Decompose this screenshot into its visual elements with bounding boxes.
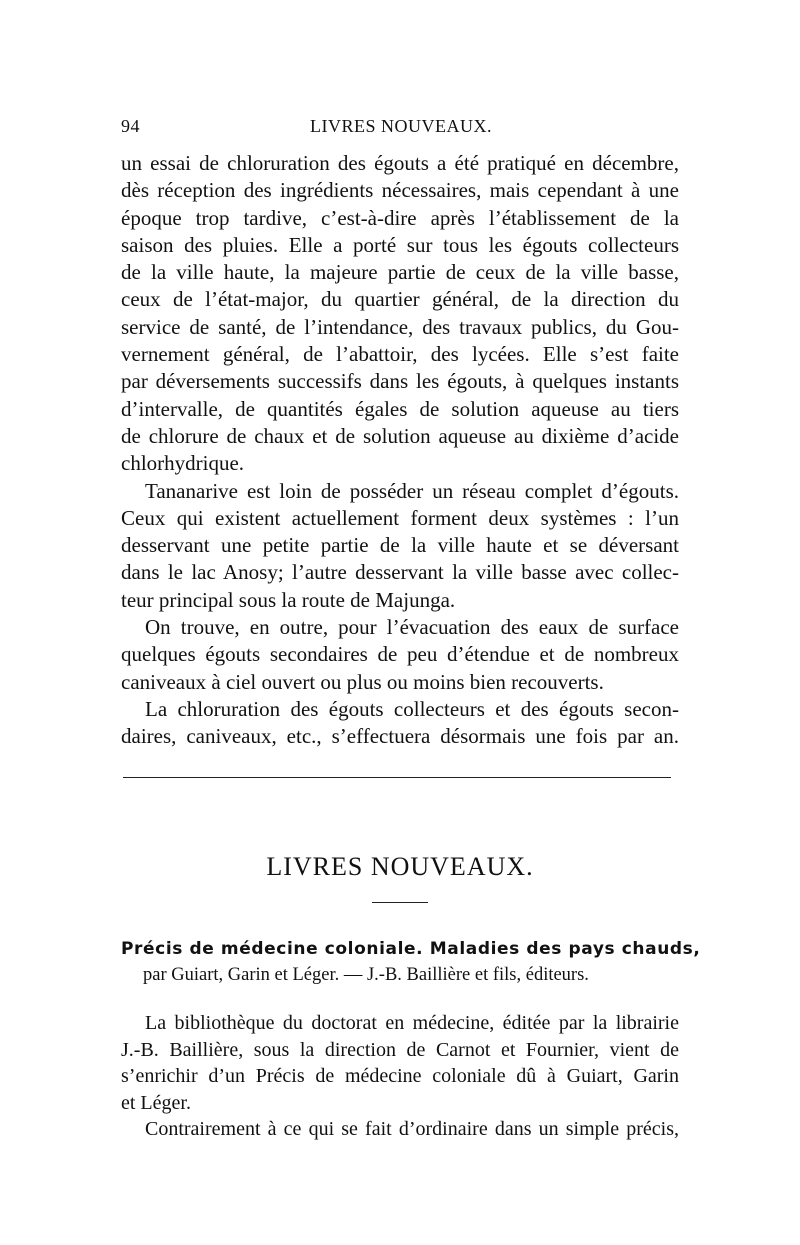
text-line: par déversements successifs dans les égouts, à quelques instants	[121, 369, 679, 394]
text-line: quelques égouts secondaires de peu d’étendue et de nombreux	[121, 642, 679, 667]
text-line: dans le lac Anosy; l’autre desservant la ville basse avec collec-	[121, 560, 679, 585]
text-line: teur principal sous la route de Majunga.	[121, 587, 456, 612]
text-line: un essai de chloruration des égouts a été pratiqué en décembre,	[121, 151, 679, 175]
text-line: de la ville haute, la majeure partie de ceux de la ville basse,	[121, 260, 679, 285]
running-title: LIVRES NOUVEAUX.	[310, 116, 492, 136]
book-authors: par Guiart, Garin et Léger. — J.-B. Baillière et fils, éditeurs.	[143, 965, 589, 985]
running-header	[121, 116, 681, 142]
text-line: La bibliothèque du doctorat en médecine, éditée par la librairie	[145, 1012, 679, 1034]
page-number: 94	[121, 116, 140, 136]
title-underline	[372, 902, 428, 903]
text-line: vernement général, de l’abattoir, des lycées. Elle s’est faite	[121, 342, 679, 367]
text-line: de chlorure de chaux et de solution aqueuse au dixième d’acide	[121, 423, 679, 448]
text-line: chlorhydrique.	[121, 451, 245, 476]
text-line: s’enrichir d’un Précis de médecine coloniale dû à Guiart, Garin	[121, 1065, 679, 1087]
text-line: La chloruration des égouts collecteurs et des égouts secon-	[145, 696, 679, 721]
text-line: desservant une petite partie de la ville haute et se déversant	[121, 533, 679, 558]
text-line: caniveaux à ciel ouvert ou plus ou moins bien recouverts.	[121, 669, 604, 694]
review-body	[121, 1010, 679, 1143]
text-line: On trouve, en outre, pour l’évacuation des eaux de surface	[145, 615, 679, 640]
text-line: d’intervalle, de quantités égales de solution aqueuse au tiers	[121, 396, 679, 421]
book-entry	[121, 939, 701, 993]
text-line: dès réception des ingrédients nécessaires, mais cependant à une	[121, 178, 679, 203]
text-line: Contrairement à ce qui se fait d’ordinaire dans un simple précis,	[145, 1118, 679, 1140]
text-line: service de santé, de l’intendance, des travaux publics, du Gou-	[121, 314, 679, 339]
text-line: et Léger.	[121, 1091, 191, 1114]
text-line: époque trop tardive, c’est-à-dire après l’établissement de la	[121, 205, 679, 230]
text-line: ceux de l’état-major, du quartier général, de la direction du	[121, 287, 679, 312]
text-line: Ceux qui existent actuellement forment deux systèmes : l’un	[121, 505, 679, 530]
section-title: LIVRES NOUVEAUX.	[266, 852, 534, 881]
section-divider	[123, 777, 671, 778]
article-body	[121, 150, 679, 751]
text-line: Tananarive est loin de posséder un réseau complet d’égouts.	[145, 478, 679, 503]
book-title: Précis de médecine coloniale. Maladies des pays chauds,	[121, 939, 701, 959]
text-line: daires, caniveaux, etc., s’effectuera désormais une fois par an.	[121, 724, 679, 749]
text-line: saison des pluies. Elle a porté sur tous les égouts collecteurs	[121, 232, 679, 257]
text-line: J.-B. Baillière, sous la direction de Carnot et Fournier, vient de	[121, 1038, 679, 1061]
